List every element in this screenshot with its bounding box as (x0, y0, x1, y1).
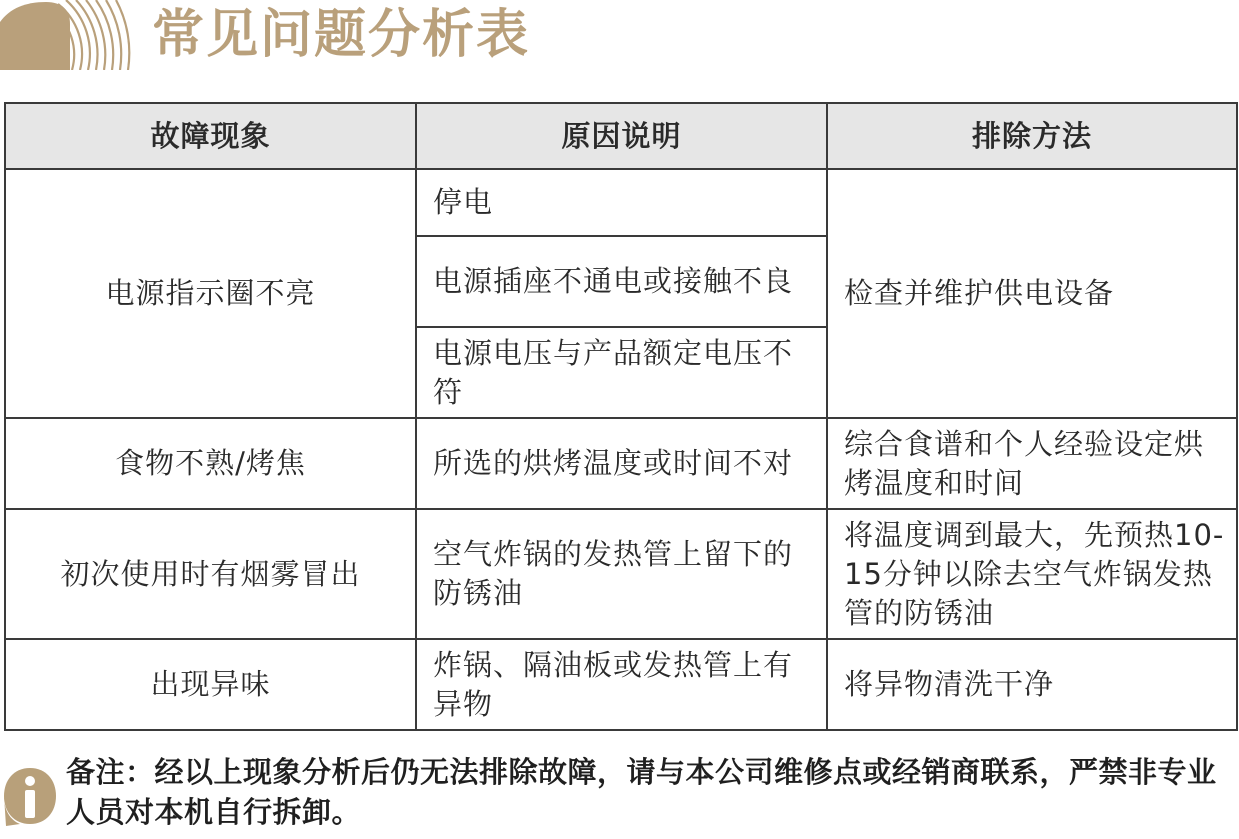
cause-cell: 空气炸锅的发热管上留下的防锈油 (416, 509, 827, 639)
page-title: 常见问题分析表 (152, 5, 531, 65)
cause-cell: 电源插座不通电或接触不良 (416, 236, 827, 327)
symptom-cell: 初次使用时有烟雾冒出 (5, 509, 416, 639)
table-row (5, 509, 1237, 639)
table-header-row (5, 103, 1237, 169)
table-row (5, 418, 1237, 509)
cause-cell: 所选的烘烤温度或时间不对 (416, 418, 827, 509)
cause-cell: 电源电压与产品额定电压不符 (416, 327, 827, 418)
table-row (5, 169, 1237, 236)
symptom-cell: 电源指示圈不亮 (5, 169, 416, 418)
cause-cell: 炸锅、隔油板或发热管上有异物 (416, 639, 827, 730)
symptom-cell: 出现异味 (5, 639, 416, 730)
solution-cell: 将温度调到最大，先预热10-15分钟以除去空气炸锅发热管的防锈油 (827, 509, 1237, 639)
info-icon (2, 766, 58, 826)
table-row (5, 639, 1237, 730)
symptom-cell: 食物不熟/烤焦 (5, 418, 416, 509)
cause-cell: 停电 (416, 169, 827, 236)
solution-cell: 综合食谱和个人经验设定烘烤温度和时间 (827, 418, 1237, 509)
note-text: 备注：经以上现象分析后仍无法排除故障，请与本公司维修点或经销商联系，严禁非专业人员对本机自行拆卸。 (66, 755, 1217, 829)
troubleshooting-table (4, 102, 1238, 731)
solution-cell: 检查并维护供电设备 (827, 169, 1237, 418)
brand-logo-icon (0, 0, 140, 70)
solution-cell: 将异物清洗干净 (827, 639, 1237, 730)
header-symptom: 故障现象 (5, 103, 416, 169)
header-solution: 排除方法 (827, 103, 1237, 169)
page-header (0, 0, 1239, 80)
header-cause: 原因说明 (416, 103, 827, 169)
